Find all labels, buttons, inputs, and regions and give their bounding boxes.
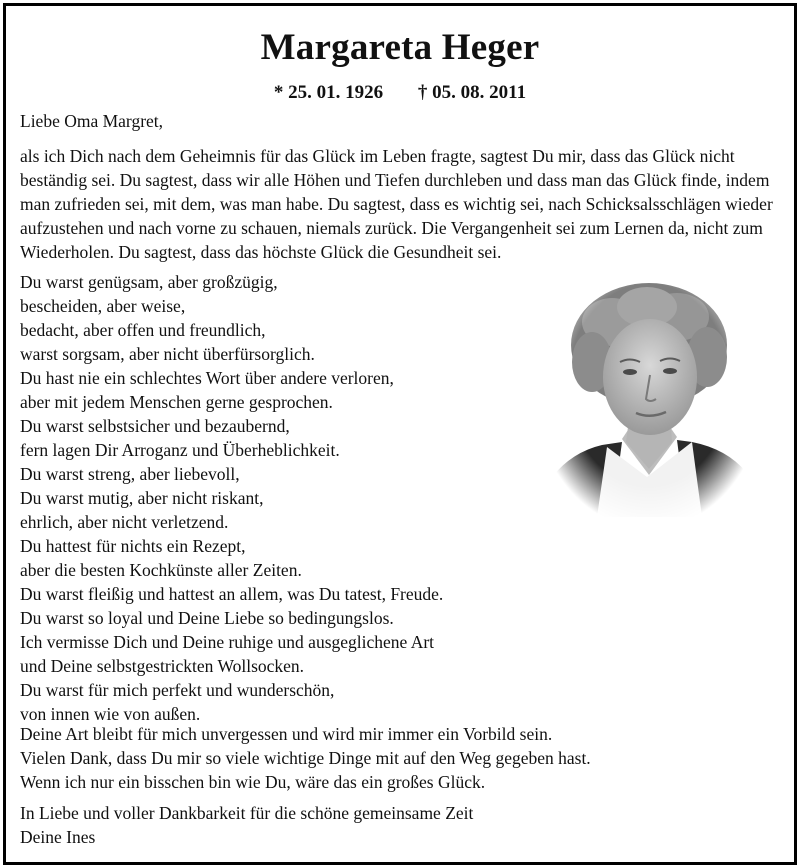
- paragraph-line: beständig sei. Du sagtest, dass wir alle Höhen und Tiefen durchleben und dass man das Glück finde, indem: [20, 170, 770, 190]
- signature-name: Deine Ines: [20, 827, 96, 847]
- poem-line: Ich vermisse Dich und Deine ruhige und ausgeglichene Art: [20, 632, 435, 652]
- greeting: [20, 109, 780, 133]
- poem-line: von innen wie von außen.: [20, 704, 201, 724]
- closing-line: Deine Art bleibt für mich unvergessen und wird mir immer ein Vorbild sein.: [20, 724, 553, 744]
- poem-line: und Deine selbstgestrickten Wollsocken.: [20, 656, 305, 676]
- poem-line: Du hast nie ein schlechtes Wort über andere verloren,: [20, 368, 394, 388]
- poem-line: bescheiden, aber weise,: [20, 296, 186, 316]
- portrait-photo: [552, 277, 746, 517]
- poem-line: Du warst so loyal und Deine Liebe so bedingungslos.: [20, 608, 394, 628]
- greeting-line: Liebe Oma Margret,: [20, 111, 164, 131]
- life-dates: [6, 82, 794, 104]
- paragraph-line: aufzustehen und nach vorne zu schauen, niemals zurück. Die Vergangenheit sei zum Lernen da, nicht zum: [20, 218, 763, 238]
- poem-line: Du warst selbstsicher und bezaubernd,: [20, 416, 290, 436]
- intro-paragraph: [20, 144, 780, 264]
- deceased-name: Margareta Heger: [260, 27, 540, 68]
- poem-line: aber mit jedem Menschen gerne gesprochen.: [20, 392, 333, 412]
- signature-line: In Liebe und voller Dankbarkeit für die schöne gemeinsame Zeit: [20, 803, 474, 823]
- signature: [20, 801, 780, 849]
- poem-line: Du warst fleißig und hattest an allem, was Du tatest, Freude.: [20, 584, 444, 604]
- closing-line: Wenn ich nur ein bisschen bin wie Du, wäre das ein großes Glück.: [20, 772, 486, 792]
- poem-line: Du warst genügsam, aber großzügig,: [20, 272, 278, 292]
- closing-paragraph: [20, 722, 780, 794]
- poem-line: bedacht, aber offen und freundlich,: [20, 320, 266, 340]
- poem-line: Du warst mutig, aber nicht riskant,: [20, 488, 264, 508]
- birth-date: * 25. 01. 1926: [273, 82, 384, 103]
- closing-line: Vielen Dank, dass Du mir so viele wichtige Dinge mit auf den Weg gegeben hast.: [20, 748, 591, 768]
- poem-line: warst sorgsam, aber nicht überfürsorglich.: [20, 344, 315, 364]
- paragraph-line: man zufrieden sei, mit dem, was man habe. Du sagtest, dass es wichtig sei, nach Schicksalsschlägen wieder: [20, 194, 773, 214]
- paragraph-line: als ich Dich nach dem Geheimnis für das Glück im Leben fragte, sagtest Du mir, dass das Glück nicht: [20, 146, 735, 166]
- poem-line: ehrlich, aber nicht verletzend.: [20, 512, 229, 532]
- obituary-notice: [3, 3, 797, 865]
- poem-line: Du warst für mich perfekt und wunderschön,: [20, 680, 335, 700]
- death-date: † 05. 08. 2011: [417, 82, 527, 103]
- poem-line: Du hattest für nichts ein Rezept,: [20, 536, 246, 556]
- paragraph-line: Wiederholen. Du sagtest, dass das höchste Glück die Gesundheit sei.: [20, 242, 502, 262]
- poem-line: aber die besten Kochkünste aller Zeiten.: [20, 560, 302, 580]
- poem-line: Du warst streng, aber liebevoll,: [20, 464, 240, 484]
- poem-line: fern lagen Dir Arroganz und Überheblichkeit.: [20, 440, 340, 460]
